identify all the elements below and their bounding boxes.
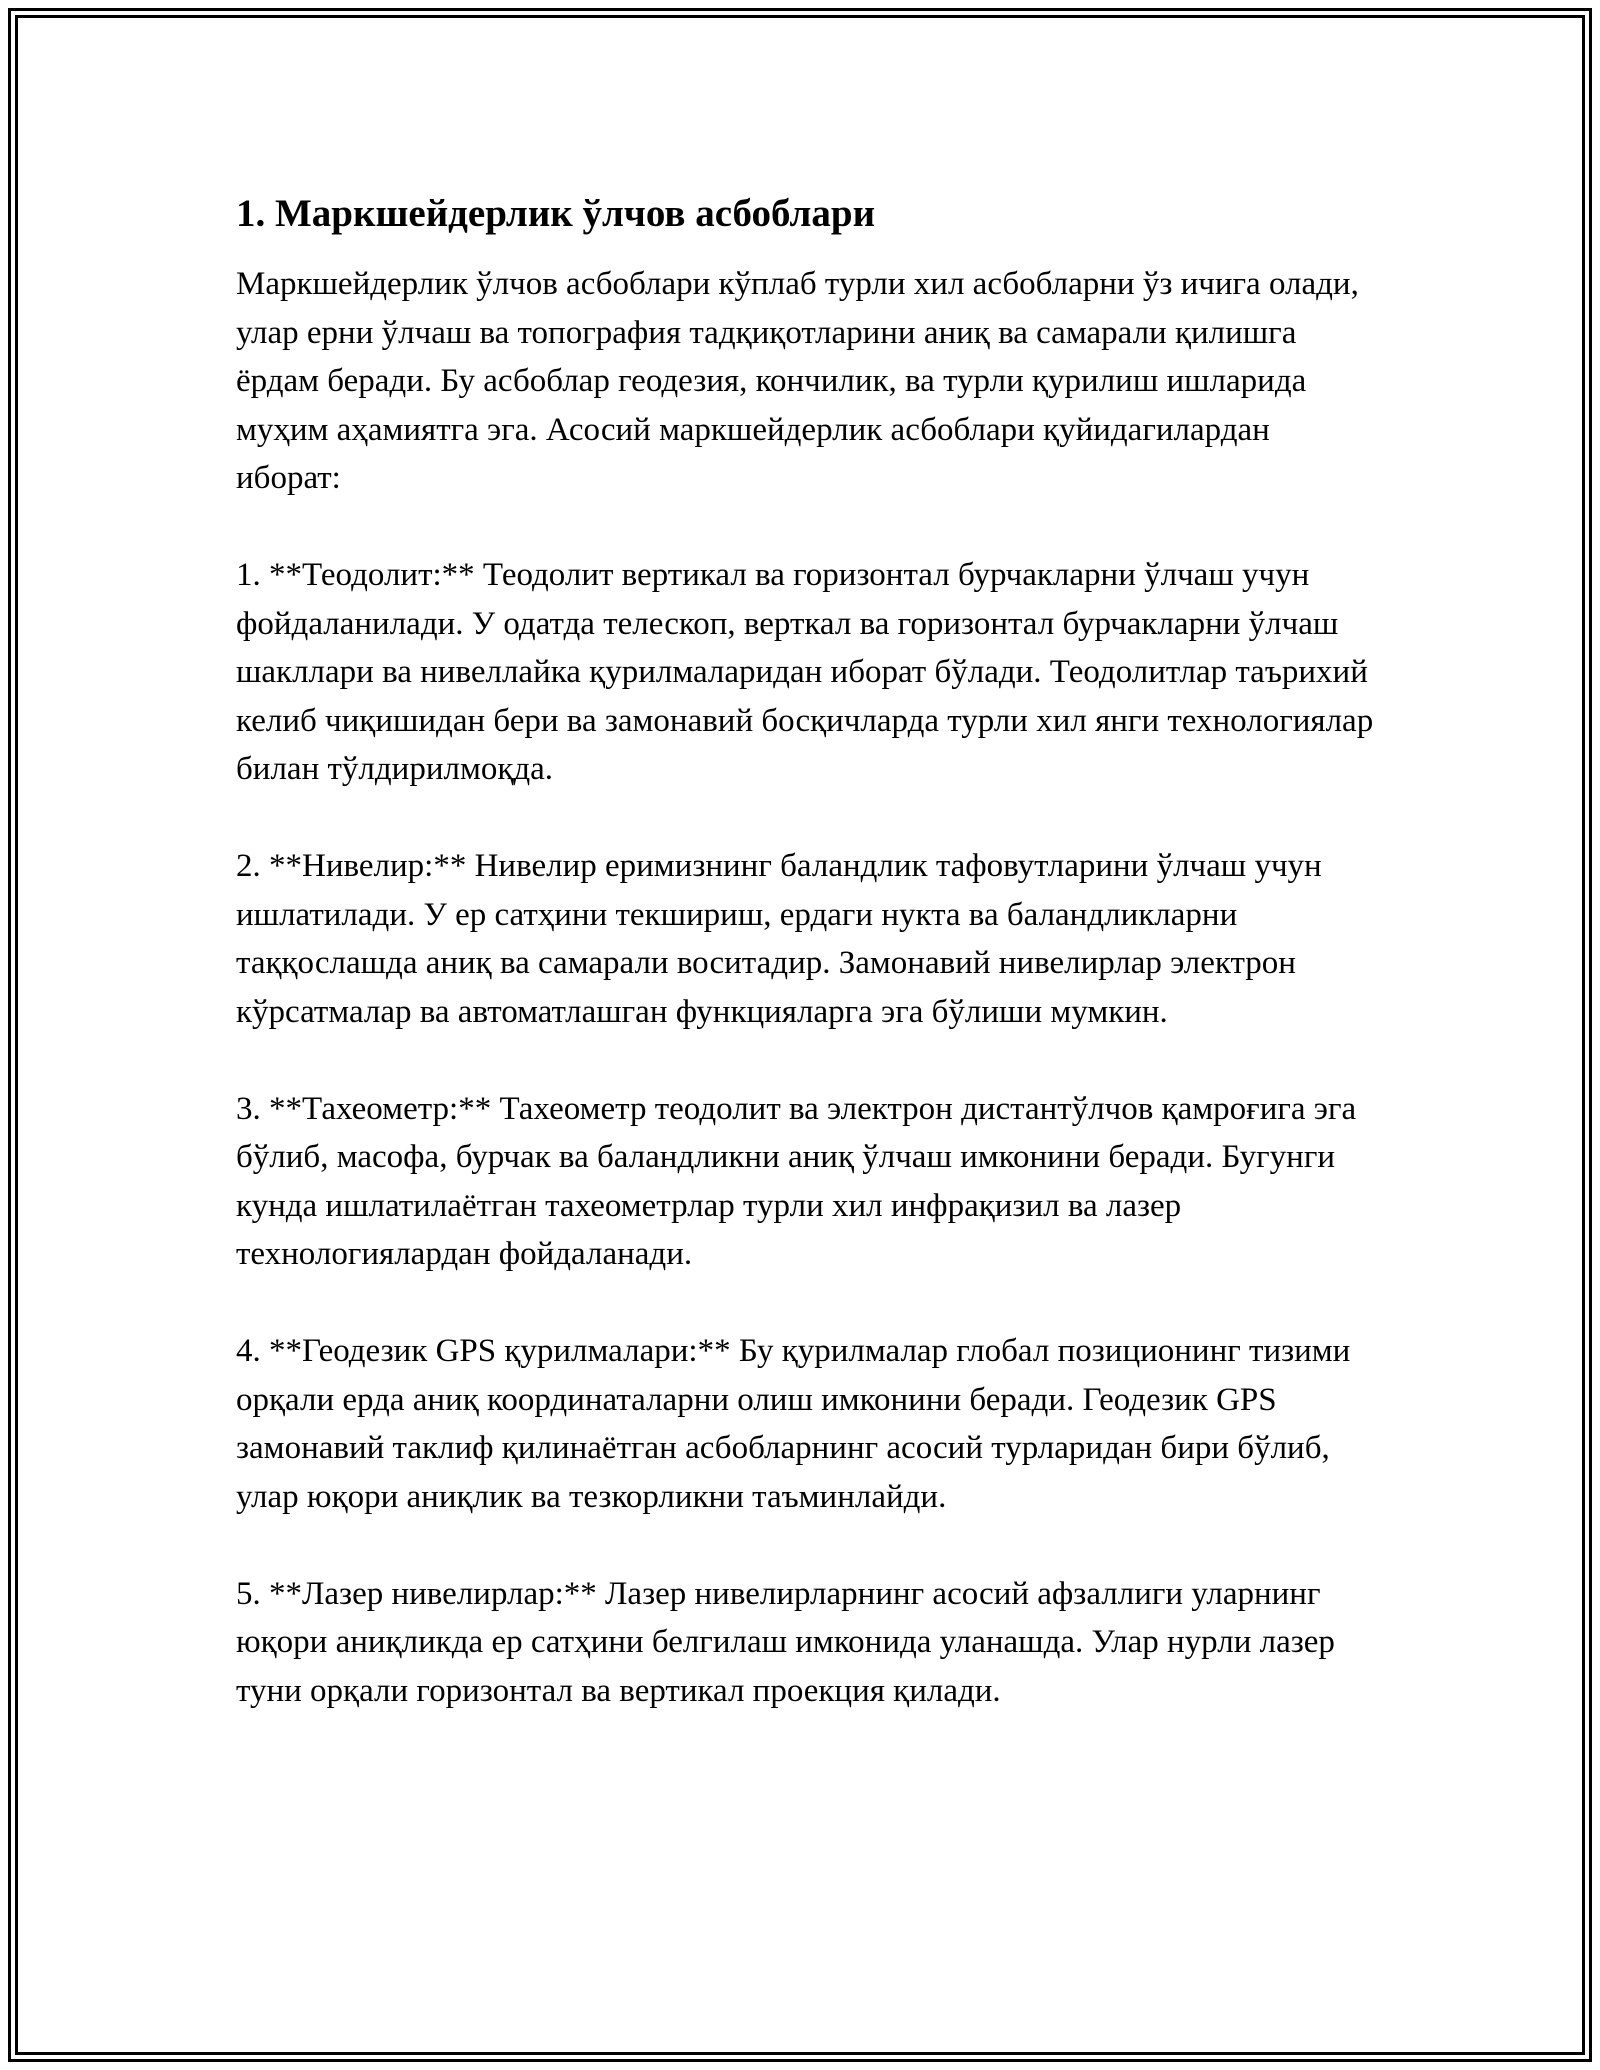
list-item-theodolite: 1. **Теодолит:** Теодолит вертикал ва горизонтал бурчакларни ўлчаш учун фойдаланилади. У одатда телескоп, верткал ва горизонтал бурчакларни ўлчаш шакллари ва нивеллайка қурилмаларидан иборат бўлади. Теодолитлар таърихий келиб чиқишидан бери ва замонавий босқичларда турли хил янги технологиялар билан тўлдирилмоқда. (236, 557, 1374, 787)
intro-paragraph: Маркшейдерлик ўлчов асбоблари кўплаб турли хил асбобларни ўз ичига олади, улар ерни ўлчаш ва топография тадқиқотларини аниқ ва самарали қилишга ёрдам беради. Бу асбоблар геодезия, кончилик, ва турли қурилиш ишларида муҳим аҳамиятга эга. Асосий маркшейдерлик асбоблари қуйидагилардан иборат: (236, 266, 1359, 496)
list-item-gps: 4. **Геодезик GPS қурилмалари:** Бу қурилмалар глобал позиционинг тизими орқали ерда аниқ координаталарни олиш имконини беради. Геодезик GPS замонавий таклиф қилинаётган асбобларнинг асосий турларидан бири бўлиб, улар юқори аниқлик ва тезкорликни таъминлайди. (236, 1333, 1351, 1515)
list-item-level: 2. **Нивелир:** Нивелир еримизнинг баландлик тафовутларини ўлчаш учун ишлатилади. У ер сатҳини текшириш, ердаги нукта ва баландликларни таққослашда аниқ ва самарали воситадир. Замонавий нивелирлар электрон кўрсатмалар ва автоматлашган функцияларга эга бўлиши мумкин. (236, 848, 1322, 1030)
list-item-tacheometer: 3. **Тахеометр:** Тахеометр теодолит ва электрон дистантўлчов қамроғига эга бўлиб, масофа, бурчак ва баландликни аниқ ўлчаш имконини беради. Бугунги кунда ишлатилаётган тахеометрлар турли хил инфрақизил ва лазер технологиялардан фойдаланади. (236, 1090, 1357, 1272)
document-title: 1. Маркшейдерлик ўлчов асбоблари (236, 192, 876, 235)
list-item-laser-level: 5. **Лазер нивелирлар:** Лазер нивелирларнинг асосий афзаллиги уларнинг юқори аниқликда ер сатҳини белгилаш имконида уланашда. Улар нурли лазер туни орқали горизонтал ва вертикал проекция қилади. (236, 1575, 1335, 1709)
document-body (236, 188, 1376, 1764)
